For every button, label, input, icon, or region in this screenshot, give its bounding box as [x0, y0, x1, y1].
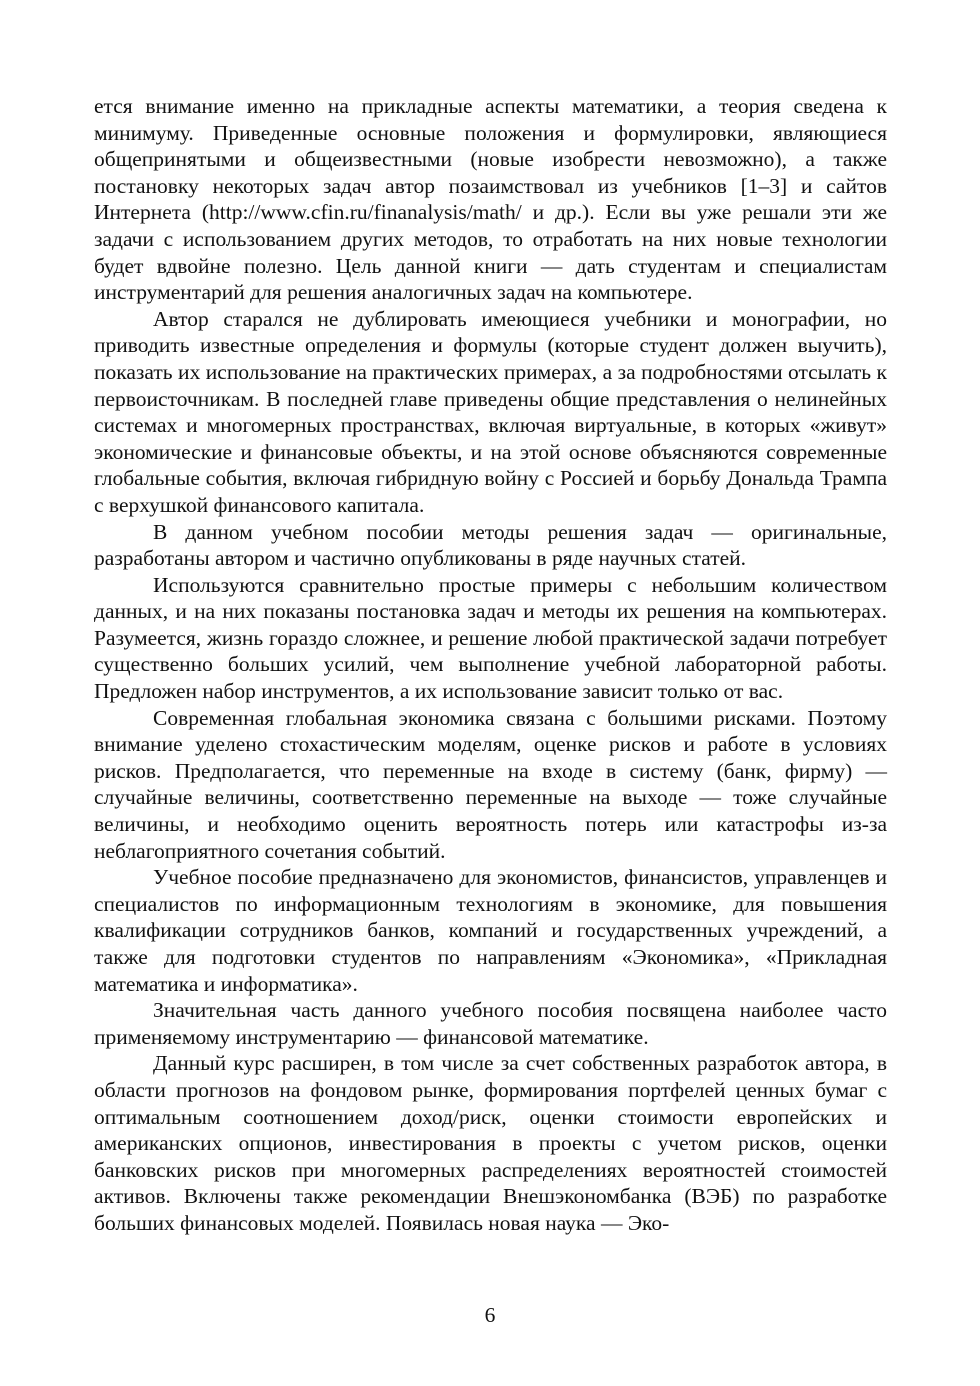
paragraph-6: Учебное пособие предназначено для экономистов, финансистов, управленцев и специалистов по информационным технологиям в экономике, для повышения квалификации сотрудников банков, компаний и государственных учреждений, а также для подготовки студентов по направлениям «Экономика», «Прикладная математика и информатика». [94, 865, 887, 996]
page-body [94, 93, 887, 1237]
paragraph-3: В данном учебном пособии методы решения задач — оригинальные, разработаны автором и частично опубликованы в ряде научных статей. [94, 519, 887, 571]
paragraph-2: Автор старался не дублировать имеющиеся учебники и монографии, но приводить известные определения и формулы (которые студент должен выучить), показать их использование на практических примерах, а за подробностями отсылать к первоисточникам. В последней главе приведены общие представления о нелинейных системах и многомерных пространствах, включая виртуальные, в которых «живут» экономические и финансовые объекты, и на этой основе объясняются современные глобальные события, включая гибридную войну с Россией и борьбу Дональда Трампа с верхушкой финансового капитала. [94, 306, 887, 517]
paragraph-8: Данный курс расширен, в том числе за счет собственных разработок автора, в области прогнозов на фондовом рынке, формирования портфелей ценных бумаг с оптимальным соотношением доход/риск, оценки стоимости европейских и американских опционов, инвестирования в проекты с учетом рисков, оценки банковских рисков при многомерных распределениях вероятностей стоимостей активов. Включены также рекомендации Внешэкономбанка (ВЭБ) по разработке больших финансовых моделей. Появилась новая наука — Эко- [94, 1051, 887, 1235]
paragraph-1: ется внимание именно на прикладные аспекты математики, а теория сведена к минимуму. Приведенные основные положения и формулировки, являющиеся общепринятыми и общеизвестными (новые изобрести невозможно), а также постановку некоторых задач автор позаимствовал из учебников [1–3] и сайтов Интернета (http://www.cfin.ru/finanalysis/math/ и др.). Если вы уже решали эти же задачи с использованием других методов, то отработать на них новые технологии будет вдвойне полезно. Цель данной книги — дать студентам и специалистам инструментарий для решения аналогичных задач на компьютере. [94, 94, 887, 305]
paragraph-4: Используются сравнительно простые примеры с небольшим количеством данных, и на них показаны постановка задач и методы их решения на компьютерах. Разумеется, жизнь гораздо сложнее, и решение любой практической задачи потребует существенно больших усилий, чем выполнение учебной лабораторной работы. Предложен набор инструментов, а их использование зависит только от вас. [94, 572, 887, 704]
paragraph-5: Современная глобальная экономика связана с большими рисками. Поэтому внимание уделено стохастическим моделям, оценке рисков и работе в условиях рисков. Предполагается, что переменные на входе в систему (банк, фирму) — случайные величины, соответственно переменные на выходе — тоже случайные величины, и необходимо оценить вероятность потерь или катастрофы из-за неблагоприятного сочетания событий. [94, 705, 887, 863]
page-number: 6 [484, 1303, 496, 1327]
paragraph-7: Значительная часть данного учебного пособия посвящена наиболее часто применяемому инструментарию — финансовой математике. [94, 998, 887, 1049]
